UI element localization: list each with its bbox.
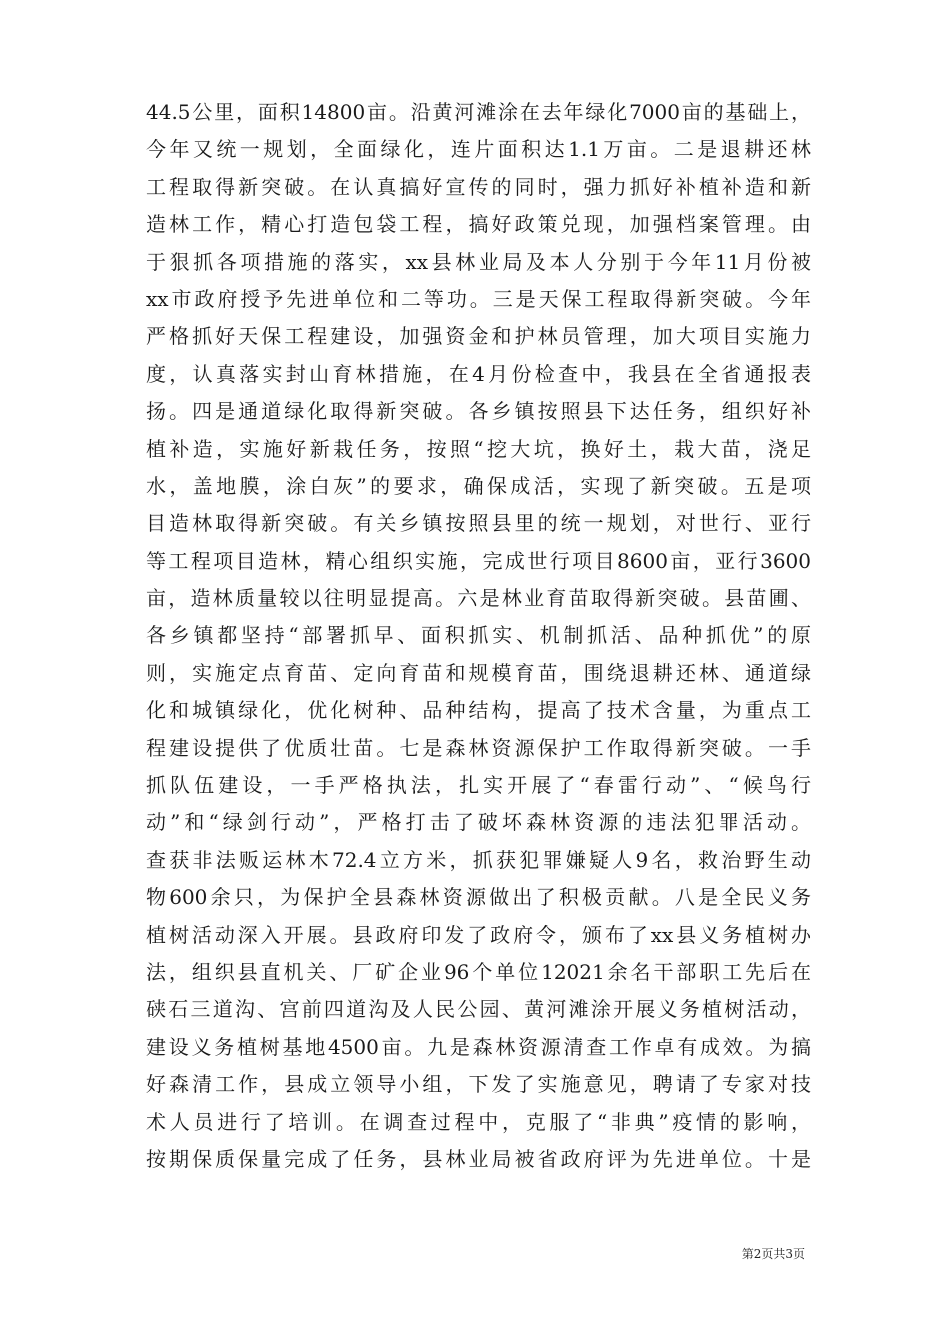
text-line: 工程取得新突破。在认真搞好宣传的同时，强力抓好补植补造和新 (146, 174, 811, 199)
text-line: 建设义务植树基地4500亩。九是森林资源清查工作卓有成效。为搞 (146, 1034, 811, 1059)
text-line: 度，认真落实封山育林措施，在4月份检查中，我县在全省通报表 (146, 361, 811, 386)
text-line: xx市政府授予先进单位和二等功。三是天保工程取得新突破。今年 (146, 286, 811, 311)
text-line: 物600余只，为保护全县森林资源做出了积极贡献。八是全民义务 (146, 885, 811, 910)
text-line: 按期保质保量完成了任务，县林业局被省政府评为先进单位。十是 (146, 1146, 811, 1171)
text-line: 扬。四是通道绿化取得新突破。各乡镇按照县下达任务，组织好补 (146, 399, 811, 424)
text-line: 各乡镇都坚持“部署抓早、面积抓实、机制抓活、品种抓优”的原 (146, 623, 811, 648)
text-line: 抓队伍建设，一手严格执法，扎实开展了“春雷行动”、“候鸟行 (146, 773, 811, 798)
text-line: 目造林取得新突破。有关乡镇按照县里的统一规划，对世行、亚行 (146, 511, 811, 536)
text-line: 术人员进行了培训。在调查过程中，克服了“非典”疫情的影响， (146, 1109, 811, 1134)
text-line: 动”和“绿剑行动”，严格打击了破坏森林资源的违法犯罪活动。 (146, 810, 811, 835)
text-line: 植树活动深入开展。县政府印发了政府令，颁布了xx县义务植树办 (146, 922, 811, 947)
text-line: 硖石三道沟、宫前四道沟及人民公园、黄河滩涂开展义务植树活动， (146, 997, 811, 1022)
text-line: 程建设提供了优质壮苗。七是森林资源保护工作取得新突破。一手 (146, 735, 811, 760)
text-line: 等工程项目造林，精心组织实施，完成世行项目8600亩，亚行3600 (146, 548, 811, 573)
text-line: 好森清工作，县成立领导小组，下发了实施意见，聘请了专家对技 (146, 1072, 811, 1097)
text-line: 造林工作，精心打造包袋工程，搞好政策兑现，加强档案管理。由 (146, 212, 811, 237)
text-line: 今年又统一规划，全面绿化，连片面积达1.1万亩。二是退耕还林 (146, 137, 811, 162)
text-line: 亩，造林质量较以往明显提高。六是林业育苗取得新突破。县苗圃、 (146, 586, 811, 611)
text-line: 则，实施定点育苗、定向育苗和规模育苗，围绕退耕还林、通道绿 (146, 660, 811, 685)
body-paragraph (146, 94, 811, 1178)
page-number-footer: 第2页共3页 (741, 1247, 805, 1261)
text-line: 水，盖地膜，涂白灰”的要求，确保成活，实现了新突破。五是项 (146, 473, 811, 498)
text-line: 查获非法贩运林木72.4立方米，抓获犯罪嫌疑人9名，救治野生动 (146, 847, 811, 872)
text-line: 于狠抓各项措施的落实，xx县林业局及本人分别于今年11月份被 (146, 249, 811, 274)
text-line: 严格抓好天保工程建设，加强资金和护林员管理，加大项目实施力 (146, 324, 811, 349)
text-line: 44.5公里，面积14800亩。沿黄河滩涂在去年绿化7000亩的基础上， (146, 100, 811, 124)
text-line: 法，组织县直机关、厂矿企业96个单位12021余名干部职工先后在 (146, 959, 811, 984)
text-line: 化和城镇绿化，优化树种、品种结构，提高了技术含量，为重点工 (146, 698, 811, 723)
text-line: 植补造，实施好新栽任务，按照“挖大坑，换好土，栽大苗，浇足 (146, 436, 811, 461)
